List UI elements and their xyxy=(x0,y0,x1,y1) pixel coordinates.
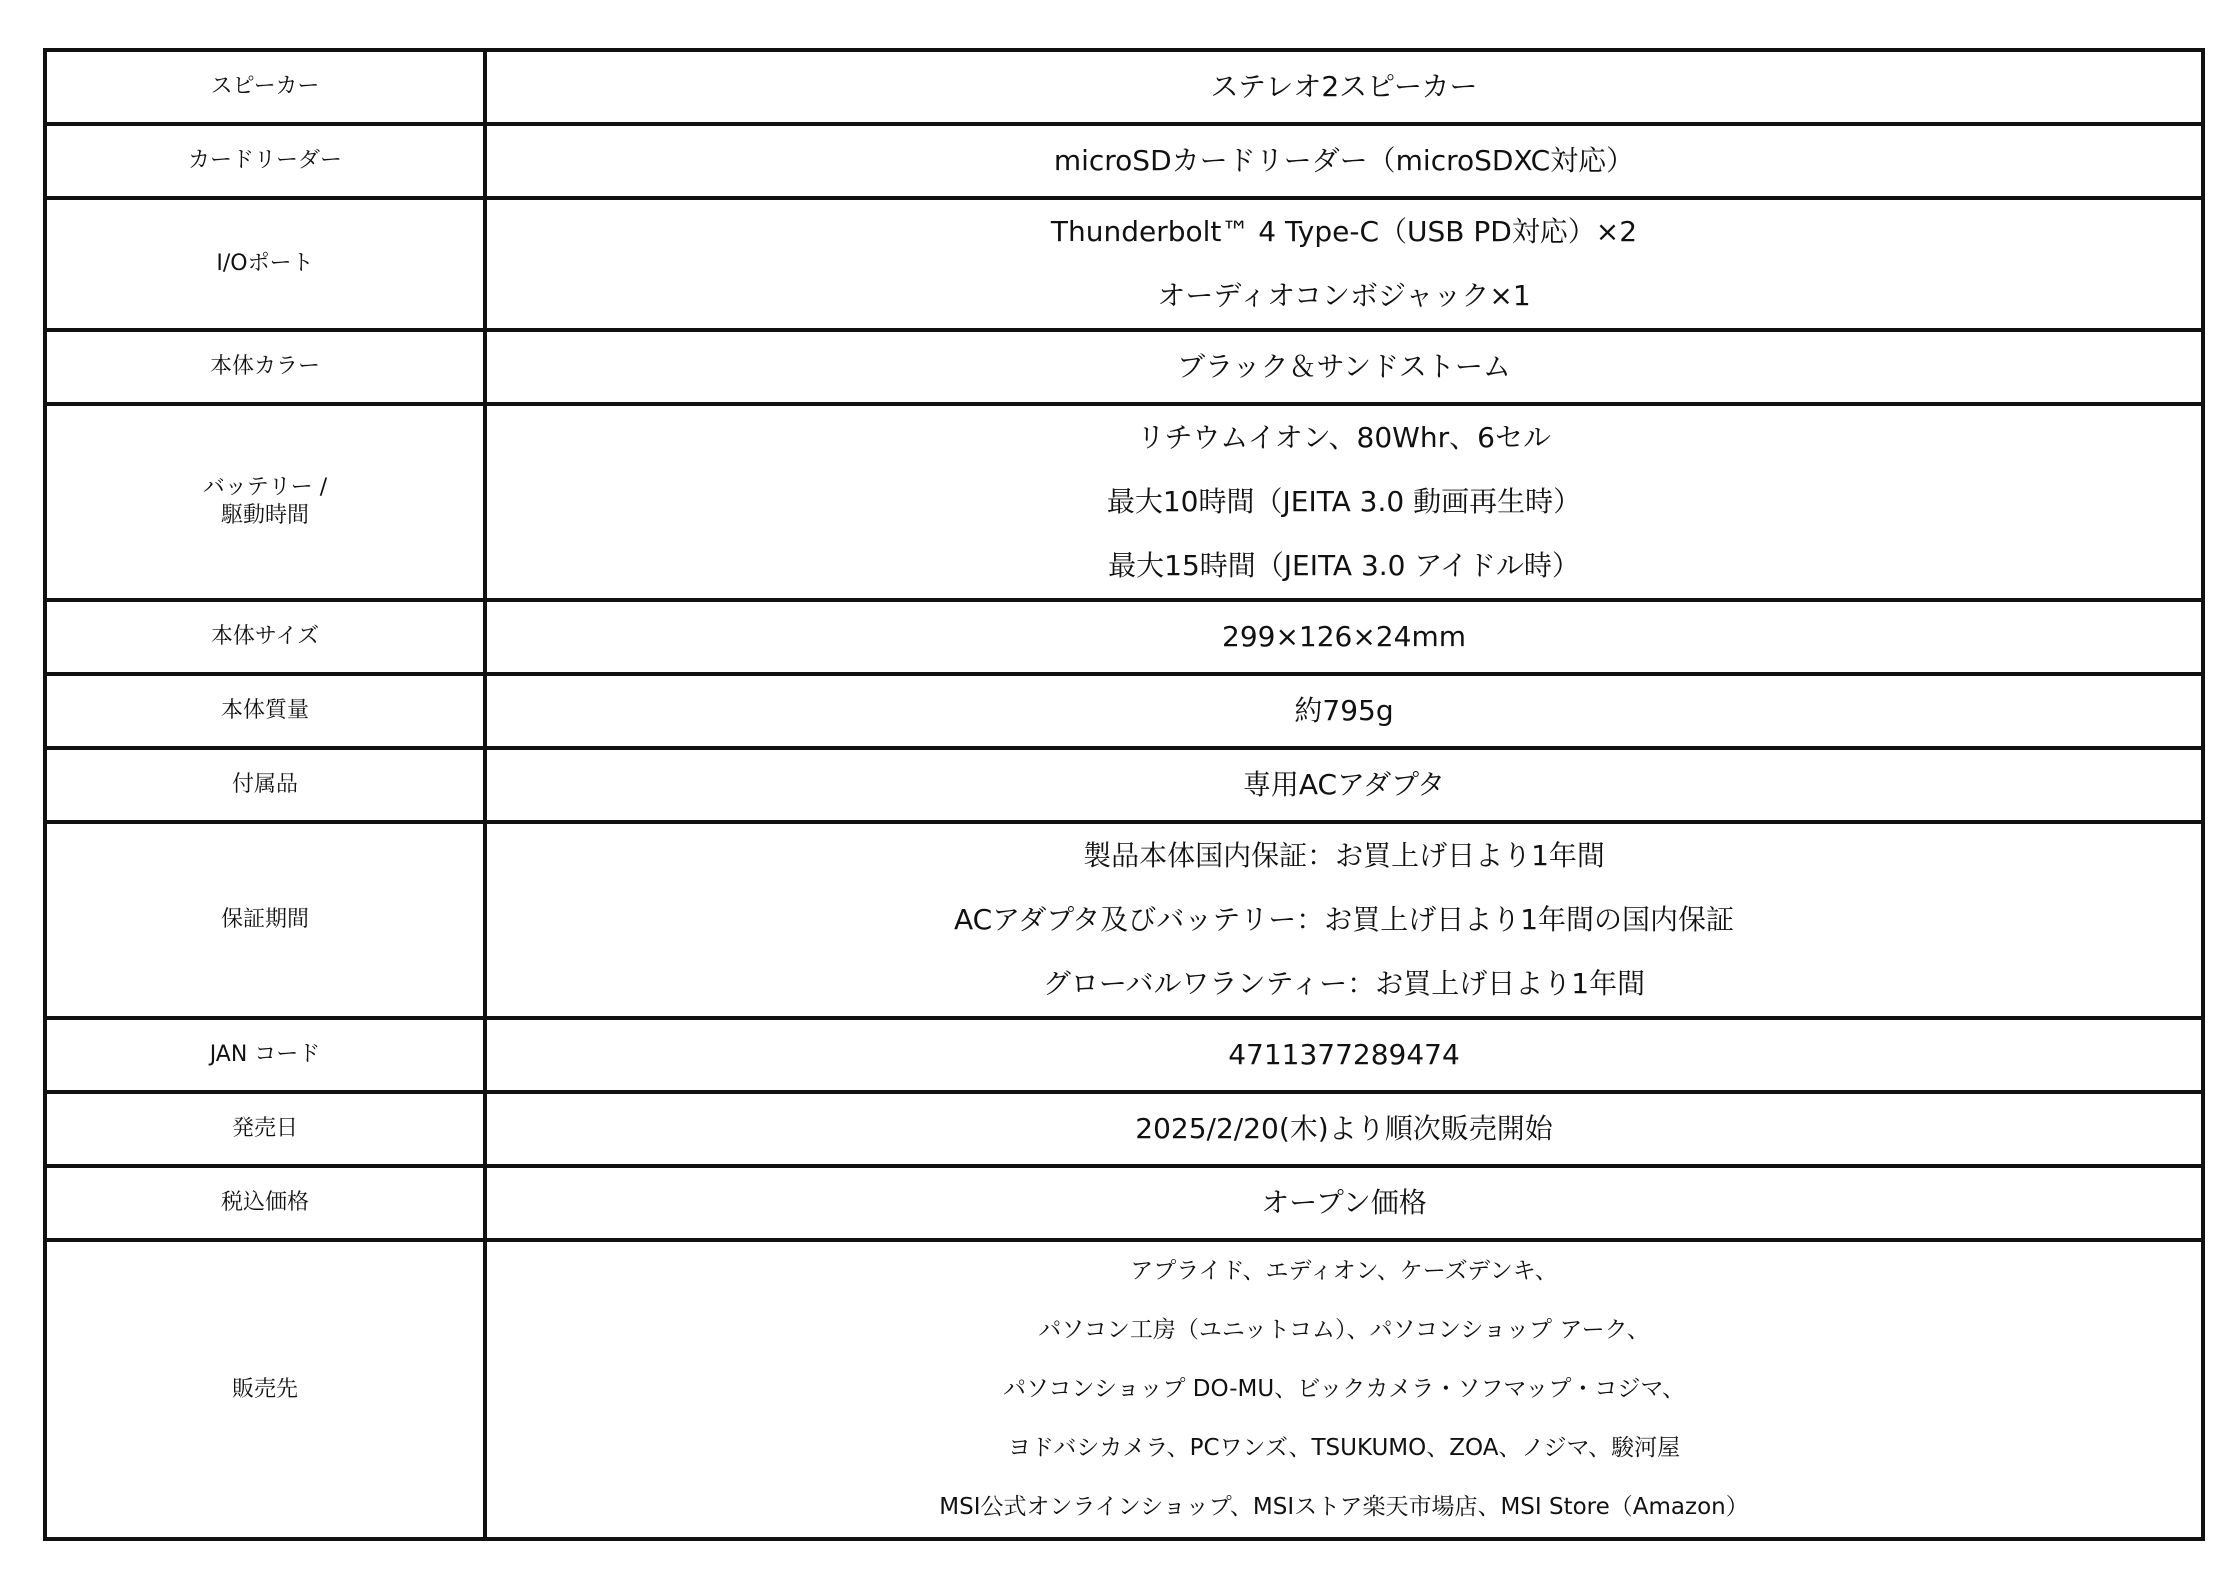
value-line: パソコンショップ DO-MU、ビックカメラ・ソフマップ・コジマ、 xyxy=(1002,1376,1686,1402)
value-line: 最大15時間（JEITA 3.0 アイドル時） xyxy=(1108,549,1580,582)
value-line: グローバルワランティー：お買上げ日より1年間 xyxy=(1042,967,1646,1000)
label-accessories: 付属品 xyxy=(45,748,485,822)
value-line: ACアダプタ及びバッテリー：お買上げ日より1年間の国内保証 xyxy=(953,903,1735,936)
label-card-reader: カードリーダー xyxy=(45,124,485,198)
table-row-speaker xyxy=(45,50,2203,124)
value-price: オープン価格 xyxy=(485,1166,2203,1240)
value-line: リチウムイオン、80Whr、6セル xyxy=(1137,421,1551,454)
value-warranty xyxy=(485,822,2203,1018)
spec-table xyxy=(43,48,2205,1541)
label-release-date: 発売日 xyxy=(45,1092,485,1166)
value-io-ports xyxy=(485,198,2203,330)
table-row-weight xyxy=(45,674,2203,748)
table-row-card-reader xyxy=(45,124,2203,198)
label-speaker: スピーカー xyxy=(45,50,485,124)
label-retailers: 販売先 xyxy=(45,1240,485,1539)
value-card-reader: microSDカードリーダー（microSDXC対応） xyxy=(485,124,2203,198)
value-line: ヨドバシカメラ、PCワンズ、TSUKUMO、ZOA、ノジマ、駿河屋 xyxy=(1007,1435,1681,1461)
value-accessories: 専用ACアダプタ xyxy=(485,748,2203,822)
label-warranty: 保証期間 xyxy=(45,822,485,1018)
value-line: MSI公式オンラインショップ、MSIストア楽天市場店、MSI Store（Amazon） xyxy=(939,1494,1749,1520)
label-jan-code: JAN コード xyxy=(45,1018,485,1092)
table-row-color xyxy=(45,330,2203,404)
value-release-date: 2025/2/20(木)より順次販売開始 xyxy=(485,1092,2203,1166)
value-retailers xyxy=(485,1240,2203,1539)
label-line: バッテリー / xyxy=(202,475,328,500)
value-size: 299×126×24mm xyxy=(485,600,2203,674)
table-row-size xyxy=(45,600,2203,674)
table-row-io-ports xyxy=(45,198,2203,330)
value-line: Thunderbolt™ 4 Type-C（USB PD対応）×2 xyxy=(1050,215,1638,248)
table-row-jan-code xyxy=(45,1018,2203,1092)
label-color: 本体カラー xyxy=(45,330,485,404)
value-jan-code: 4711377289474 xyxy=(485,1018,2203,1092)
label-io-ports: I/Oポート xyxy=(45,198,485,330)
label-battery xyxy=(45,404,485,600)
value-color: ブラック＆サンドストーム xyxy=(485,330,2203,404)
value-line: パソコン工房（ユニットコム）、パソコンショップ アーク、 xyxy=(1038,1317,1650,1343)
value-speaker: ステレオ2スピーカー xyxy=(485,50,2203,124)
value-line: 製品本体国内保証：お買上げ日より1年間 xyxy=(1083,839,1605,872)
table-row-release-date xyxy=(45,1092,2203,1166)
table-row-accessories xyxy=(45,748,2203,822)
label-line: 駆動時間 xyxy=(220,503,309,528)
label-weight: 本体質量 xyxy=(45,674,485,748)
table-row-warranty xyxy=(45,822,2203,1018)
value-line: オーディオコンボジャック×1 xyxy=(1157,279,1531,312)
value-weight: 約795g xyxy=(485,674,2203,748)
label-price: 税込価格 xyxy=(45,1166,485,1240)
table-row-retailers xyxy=(45,1240,2203,1539)
label-size: 本体サイズ xyxy=(45,600,485,674)
value-battery xyxy=(485,404,2203,600)
value-line: アプライド、エディオン、ケーズデンキ、 xyxy=(1130,1258,1558,1284)
value-line: 最大10時間（JEITA 3.0 動画再生時） xyxy=(1106,485,1582,518)
table-row-price xyxy=(45,1166,2203,1240)
table-row-battery xyxy=(45,404,2203,600)
